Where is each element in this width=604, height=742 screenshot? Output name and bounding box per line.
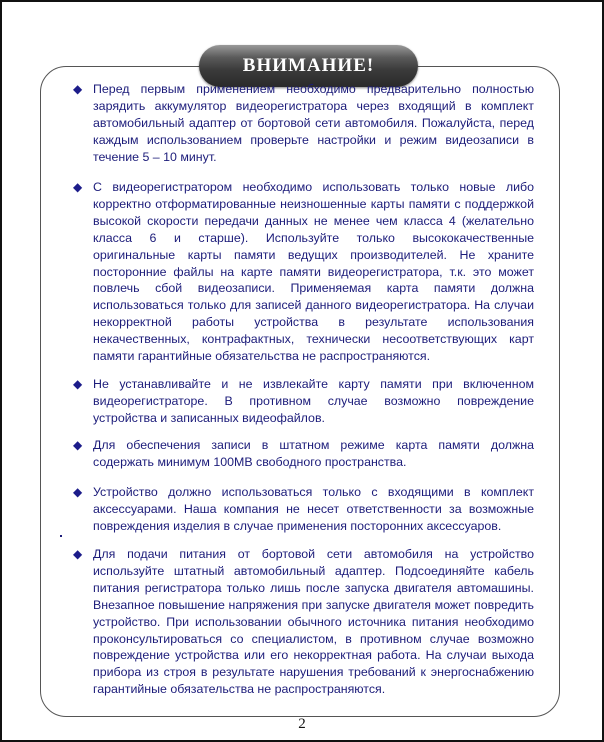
- diamond-bullet-icon: ◆: [73, 438, 83, 452]
- item-text: Для подачи питания от бортовой сети автомобиля на устройство используйте штатный автомобильный адаптер. Подсоединяйте кабель питания регистратора только лишь после запуска двигателя автомашины. Внезапное повышение напряжения при запуске двигателя может повредить устройство. При использовании обычного источника питания необходимо проконсультироваться со специалистом, в противном случае возможно повреждение устройства или его некорректная работа. На случаи выхода прибора из строя в результате нарушения требований к энергоснабжению гарантийные обязательства не распространяются.: [93, 547, 534, 697]
- list-item: [68, 376, 534, 427]
- diamond-bullet-icon: ◆: [73, 377, 83, 391]
- item-text: Перед первым применением необходимо предварительно полностью зарядить аккумулятор видеорегистратора через входящий в комплект автомобильный адаптер от бортовой сети автомобиля. Пожалуйста, перед каждым использованием проверьте настройки и режим видеозаписи в течение 5 – 10 минут.: [93, 82, 534, 164]
- page-title: ВНИМАНИЕ!: [242, 55, 375, 76]
- item-text: С видеорегистратором необходимо использовать только новые либо корректно отформатированные неизношенные карты памяти с поддержкой высокой скорости передачи данных не менее чем класса 4 (желательно класса 6 и старше). Используйте только высококачественные оригинальные карты памяти ведущих производителей. Не храните посторонние файлы на карте памяти видеорегистратора, т.к. это может повлечь сбой видеозаписи. Применяемая карта памяти должна использоваться только для записей данного видеорегистратора. На случаи некорректной работы устройства в результате использования некачественных, контрафактных, технически несоответствующих карт памяти гарантийные обязательства не распространяются.: [93, 180, 534, 364]
- diamond-bullet-icon: ◆: [73, 82, 83, 96]
- diamond-bullet-icon: ◆: [73, 547, 83, 561]
- list-item: [68, 437, 534, 471]
- list-item: [68, 546, 534, 698]
- list-item: [68, 81, 534, 166]
- item-text: Устройство должно использоваться только с входящими в комплект аксессуарами. Наша компания не несет ответственности за возможные повреждения изделия в случае применения посторонних аксессуаров.: [93, 485, 534, 533]
- diamond-bullet-icon: ◆: [73, 485, 83, 499]
- list-item: [68, 484, 534, 535]
- item-text: Для обеспечения записи в штатном режиме карта памяти должна содержать минимум 100MB свободного пространства.: [93, 438, 534, 469]
- stray-dot: [60, 535, 62, 537]
- item-text: Не устанавливайте и не извлекайте карту памяти при включенном видеорегистраторе. В противном случае возможно повреждение устройства и записанных видеофайлов.: [93, 377, 534, 425]
- diamond-bullet-icon: ◆: [73, 180, 83, 194]
- page-number: 2: [298, 716, 306, 732]
- list-item: [68, 179, 534, 365]
